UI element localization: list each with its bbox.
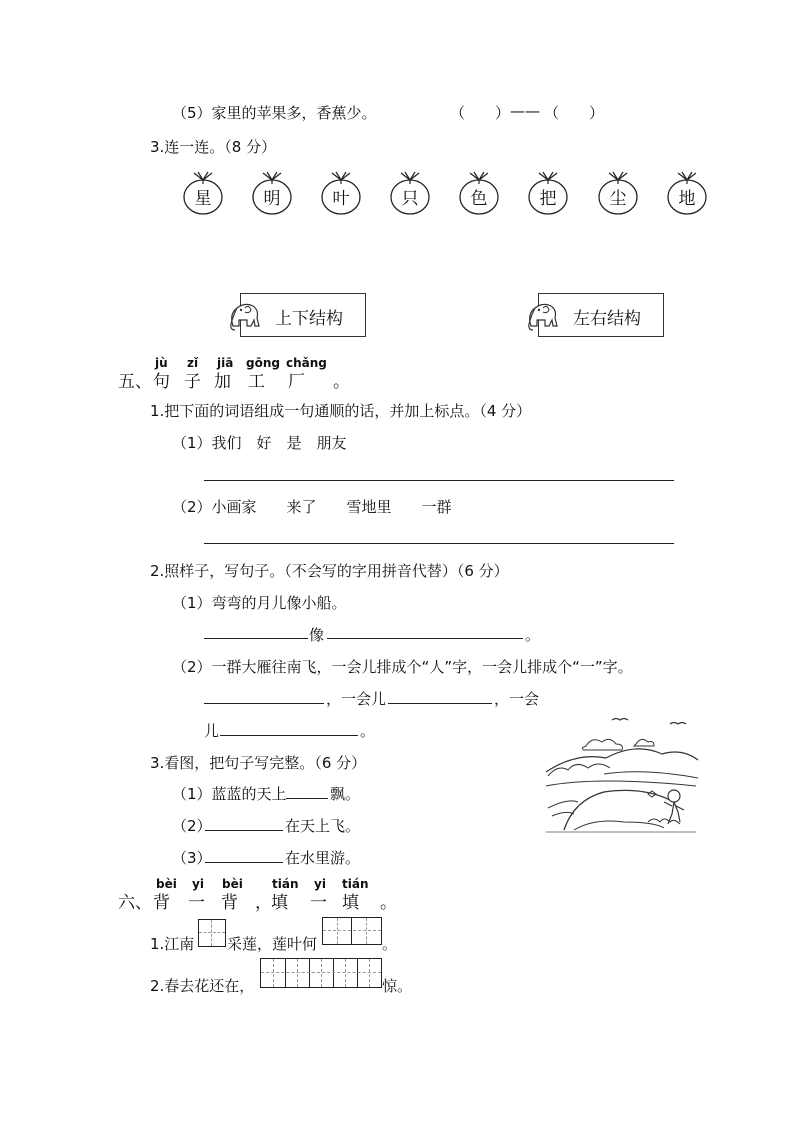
q5-paren-1: （ ） xyxy=(450,104,511,122)
q2-title: 2.照样子，写句子。（不会写的字用拼音代替）（6 分） xyxy=(150,562,509,580)
structure-box-left-right[interactable] xyxy=(538,293,664,337)
q5-text: （5）家里的苹果多，香蕉少。 xyxy=(172,104,377,122)
q5-paren-2: （ ） xyxy=(544,104,605,122)
q2-item-2: （2）一群大雁往南飞，一会儿排成个“人”字，一会儿排成个“一”字。 xyxy=(172,658,633,676)
fruit-char[interactable] xyxy=(597,170,639,216)
answer-line[interactable] xyxy=(204,543,674,544)
landscape-illustration xyxy=(544,712,700,838)
section-title-char: 填 xyxy=(271,893,288,913)
pinyin: tián xyxy=(272,877,299,891)
answer-line[interactable] xyxy=(204,480,674,481)
answer-blank[interactable] xyxy=(286,798,328,799)
fruit-char-label: 星 xyxy=(194,189,212,209)
pinyin: chǎng xyxy=(286,356,327,370)
section6-number: 六、 xyxy=(118,893,152,913)
answer-blank[interactable] xyxy=(220,735,358,736)
pinyin: bèi xyxy=(156,877,177,891)
fruit-char[interactable] xyxy=(666,170,708,216)
pinyin: gōng xyxy=(246,356,280,370)
char-grid[interactable] xyxy=(198,919,226,947)
fruit-char-label: 只 xyxy=(401,189,419,209)
fruit-char[interactable] xyxy=(320,170,362,216)
fruit-char[interactable] xyxy=(389,170,431,216)
section-title-char: 句 xyxy=(153,372,170,392)
poem-line-2-pre: 2.春去花还在， xyxy=(150,977,255,995)
structure-box-label: 左右结构 xyxy=(573,309,641,329)
q2-mid: 像 xyxy=(309,626,325,644)
q1-title: 1.把下面的词语组成一句通顺的话，并加上标点。（4 分） xyxy=(150,402,532,420)
answer-blank[interactable] xyxy=(388,703,492,704)
fruit-char[interactable] xyxy=(251,170,293,216)
poem-line-1-pre: 1.江南 xyxy=(150,935,195,953)
q3-item-2-post: 在天上飞。 xyxy=(285,817,361,835)
answer-blank[interactable] xyxy=(327,638,523,639)
char-grid[interactable] xyxy=(322,917,382,945)
q1-item-1: （1）我们 好 是 朋友 xyxy=(172,434,347,452)
fruit-char-label: 把 xyxy=(539,189,557,209)
section-title-char: 填 xyxy=(342,893,359,913)
answer-blank[interactable] xyxy=(204,703,324,704)
fruit-char[interactable] xyxy=(458,170,500,216)
poem-line-2-end: 惊。 xyxy=(382,977,413,995)
pinyin: bèi xyxy=(222,877,243,891)
q2-part-a: ，一会儿 xyxy=(326,690,387,708)
section-title-char: 工 xyxy=(248,372,265,392)
pinyin: yi xyxy=(192,877,204,891)
section-title-char: 加 xyxy=(214,372,231,392)
elephant-icon xyxy=(225,296,265,336)
poem-line-1-end: 。 xyxy=(382,935,398,953)
q1-item-2: （2）小画家 来了 雪地里 一群 xyxy=(172,498,452,516)
section-title-char: 厂 xyxy=(288,372,305,392)
q2-end: 。 xyxy=(525,626,541,644)
section5-number: 五、 xyxy=(118,372,152,392)
q2-part-d: 。 xyxy=(360,722,376,740)
q3-item-1-pre: （1）蓝蓝的天上 xyxy=(172,785,287,803)
fruit-char-label: 色 xyxy=(470,189,488,209)
section-title-end: 。 xyxy=(380,893,397,913)
elephant-icon xyxy=(523,296,563,336)
section-title-char: 背 xyxy=(221,893,238,913)
section-title-char: 子 xyxy=(184,372,201,392)
q3-item-3-pre: （3） xyxy=(172,849,212,867)
pinyin: tián xyxy=(342,877,369,891)
pinyin: yi xyxy=(314,877,326,891)
fruit-char-label: 叶 xyxy=(332,189,350,209)
answer-blank[interactable] xyxy=(204,638,308,639)
structure-box-label: 上下结构 xyxy=(275,309,343,329)
section-title-char: 一 xyxy=(310,893,327,913)
section-title-end: 。 xyxy=(333,372,350,392)
poem-line-1-mid: 采莲，莲叶何 xyxy=(227,935,318,953)
section-title-comma: ， xyxy=(255,893,272,913)
structure-box-top-bottom[interactable] xyxy=(240,293,366,337)
char-grid[interactable] xyxy=(260,958,382,988)
match-title: 3.连一连。（8 分） xyxy=(150,138,277,156)
q3-item-1-post: 飘。 xyxy=(330,785,361,803)
section-title-char: 背 xyxy=(153,893,170,913)
q3-item-3-post: 在水里游。 xyxy=(285,849,361,867)
q3-item-2-pre: （2） xyxy=(172,817,212,835)
fruit-char[interactable] xyxy=(527,170,569,216)
fruit-char[interactable] xyxy=(182,170,224,216)
answer-blank[interactable] xyxy=(205,830,283,831)
fruit-char-label: 明 xyxy=(263,189,281,209)
section-title-char: 一 xyxy=(188,893,205,913)
fruit-char-label: 尘 xyxy=(609,189,627,209)
pinyin: jiā xyxy=(217,356,234,370)
q5-dash: —— xyxy=(510,102,540,120)
q2-part-c: 儿 xyxy=(204,722,220,740)
pinyin: jù xyxy=(155,356,168,370)
q2-item-1: （1）弯弯的月儿像小船。 xyxy=(172,594,347,612)
q2-part-b: ，一会 xyxy=(494,690,540,708)
q3-title: 3.看图，把句子写完整。（6 分） xyxy=(150,754,367,772)
pinyin: zǐ xyxy=(187,356,199,370)
fruit-char-label: 地 xyxy=(678,189,696,209)
answer-blank[interactable] xyxy=(205,862,283,863)
